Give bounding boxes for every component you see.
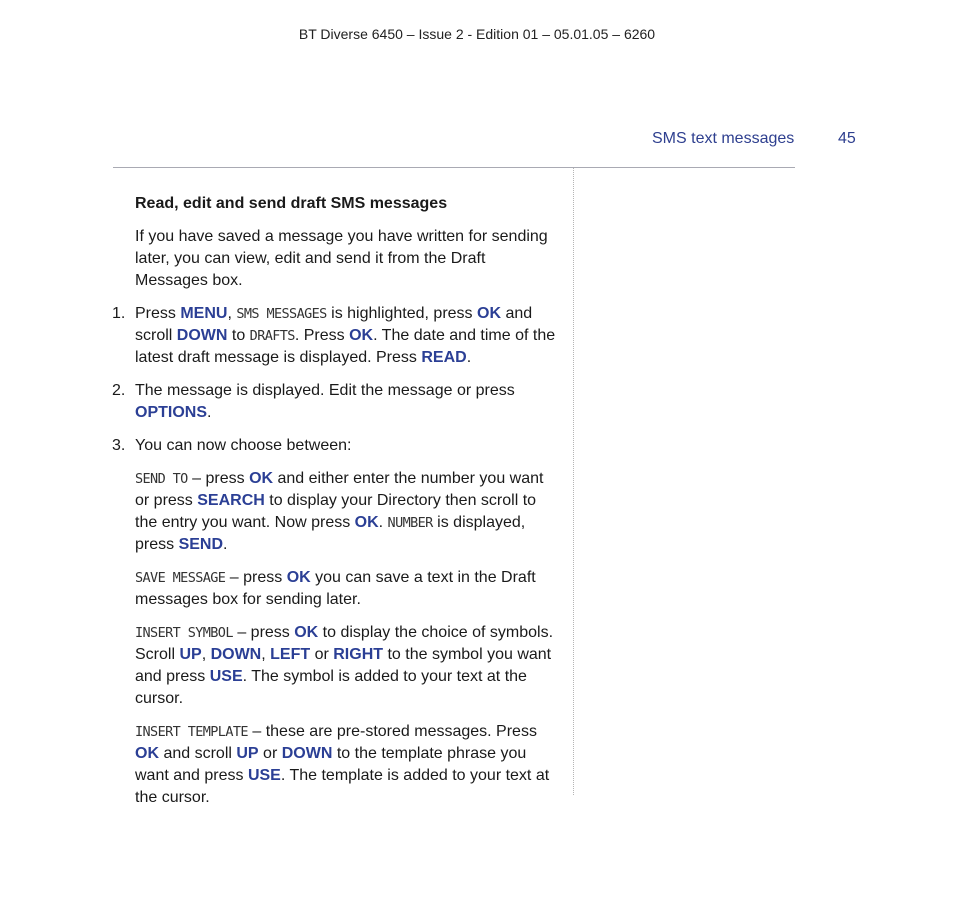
option-insert-symbol (135, 622, 560, 710)
key-down: DOWN (210, 646, 262, 663)
key-ok: OK (349, 327, 374, 344)
step-text: . Press (294, 327, 350, 344)
option-text: . The template is added to your text at the cursor. (135, 767, 550, 806)
key-up: UP (179, 646, 202, 663)
key-menu: MENU (180, 305, 228, 322)
display-insert-symbol: INSERT SYMBOL (135, 625, 233, 641)
key-use: USE (209, 668, 243, 685)
step-text: is highlighted, press (326, 305, 477, 322)
option-save-message (135, 567, 560, 611)
step-text: . (466, 349, 472, 366)
option-text: . (223, 536, 228, 553)
key-read: READ (421, 349, 467, 366)
option-text: to display your Directory then scroll to the entry you want. Now press (135, 492, 537, 531)
key-ok: OK (249, 470, 274, 487)
column-divider (573, 168, 574, 795)
document-header: BT Diverse 6450 – Issue 2 - Edition 01 – 05.01.05 – 6260 (298, 26, 656, 42)
key-ok: OK (286, 569, 311, 586)
key-right: RIGHT (333, 646, 384, 663)
display-number: NUMBER (387, 515, 433, 531)
option-text: , (261, 646, 271, 663)
step-1 (112, 303, 560, 369)
step-text: , (227, 305, 237, 322)
step-text: Press (135, 305, 181, 322)
key-use: USE (247, 767, 281, 784)
display-insert-template: INSERT TEMPLATE (135, 724, 248, 740)
option-text: to display the choice of symbols. Scroll (135, 624, 554, 663)
key-send: SEND (178, 536, 224, 553)
option-text: . (378, 514, 388, 531)
step-text: The message is displayed. Edit the message or press (135, 382, 515, 399)
option-insert-template (135, 721, 560, 809)
key-ok: OK (354, 514, 379, 531)
option-text: , (201, 646, 211, 663)
page-number: 45 (838, 130, 856, 147)
header-rule (113, 167, 795, 168)
step-number: 2. (112, 382, 126, 399)
step-text: and scroll (135, 305, 533, 344)
key-search: SEARCH (197, 492, 265, 509)
step-number: 1. (112, 305, 126, 322)
key-ok: OK (294, 624, 319, 641)
display-save-message: SAVE MESSAGE (135, 570, 226, 586)
option-text: – press (232, 624, 295, 641)
key-ok: OK (477, 305, 501, 322)
option-text: and scroll (159, 745, 237, 762)
step-text: . The date and time of the latest draft message is displayed. Press (135, 327, 556, 366)
option-text: – press (225, 569, 287, 586)
option-text: you can save a text in the Draft messages box for sending later. (135, 569, 536, 608)
option-text: – these are pre-stored messages. Press (247, 723, 537, 740)
section-heading: Read, edit and send draft SMS messages (135, 195, 448, 212)
intro-paragraph: If you have saved a message you have written for sending later, you can view, edit and send it from the Draft Messages box. (135, 228, 548, 289)
option-text: is displayed, press (135, 514, 526, 553)
display-send-to: SEND TO (135, 471, 188, 487)
key-up: UP (236, 745, 259, 762)
step-number: 3. (112, 437, 126, 454)
option-text: or (258, 745, 282, 762)
option-send-to (135, 468, 560, 556)
display-sms-messages: SMS MESSAGES (236, 306, 327, 322)
option-text: . The symbol is added to your text at the cursor. (135, 668, 527, 707)
key-left: LEFT (270, 646, 311, 663)
step-3 (112, 435, 560, 457)
option-text: or (310, 646, 334, 663)
option-text: to the template phrase you want and press (135, 745, 527, 784)
section-title: SMS text messages (652, 130, 795, 147)
key-down: DOWN (281, 745, 333, 762)
step-text: to (227, 327, 250, 344)
step-2 (112, 380, 560, 424)
step-text: . (207, 404, 212, 421)
key-options: OPTIONS (135, 404, 208, 421)
step-text: You can now choose between: (135, 437, 352, 454)
main-content (112, 193, 560, 820)
option-text: to the symbol you want and press (135, 646, 552, 685)
option-text: and either enter the number you want or press (135, 470, 544, 509)
key-down: DOWN (176, 327, 228, 344)
option-text: – press (187, 470, 250, 487)
display-drafts: DRAFTS (249, 328, 295, 344)
key-ok: OK (135, 745, 159, 762)
